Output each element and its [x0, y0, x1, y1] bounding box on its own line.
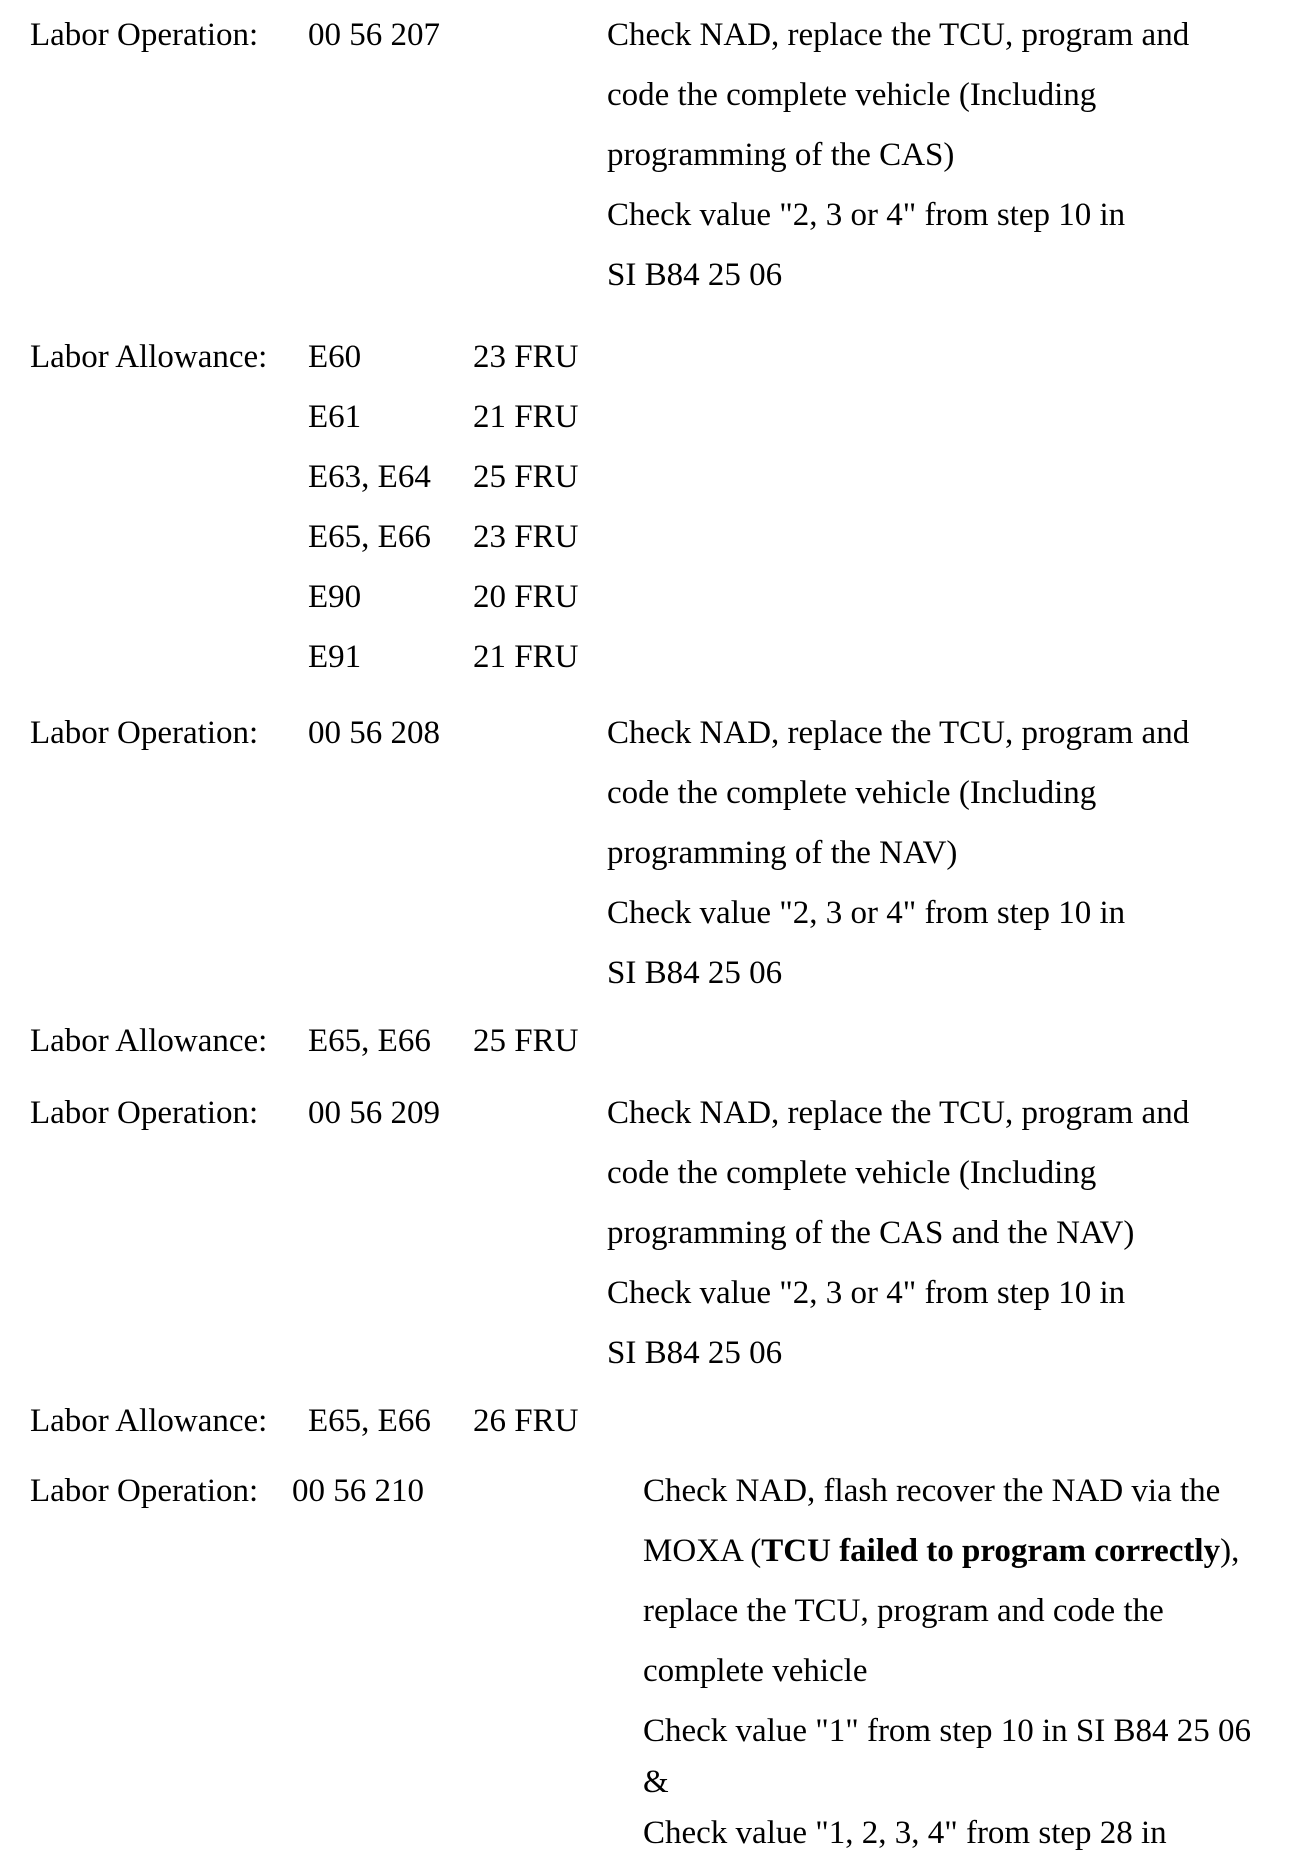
labor-allowance-table-207: [30, 327, 1312, 687]
allowance-fru: 25 FRU: [473, 1023, 579, 1059]
allowance-row: [308, 387, 578, 447]
labor-operation-description: [607, 703, 1189, 1003]
description-line: [643, 1521, 1251, 1581]
description-text: MOXA (: [643, 1533, 762, 1569]
description-line: complete vehicle: [643, 1653, 868, 1689]
labor-allowance-row-208: [30, 1011, 1312, 1071]
description-line: SI B84 25 06: [607, 257, 783, 293]
ampersand-line: &: [643, 1764, 669, 1800]
allowance-fru: 23 FRU: [473, 519, 579, 555]
description-line: Check value "1, 2, 3, 4" from step 28 in: [643, 1815, 1167, 1851]
description-line: code the complete vehicle (Including: [607, 775, 1097, 811]
description-line: code the complete vehicle (Including: [607, 1155, 1097, 1191]
description-line: programming of the CAS): [607, 137, 955, 173]
labor-operation-section-210: [30, 1461, 1312, 1863]
description-line: Check value "2, 3 or 4" from step 10 in: [607, 1275, 1126, 1311]
allowance-model: E65, E66: [308, 1403, 431, 1439]
allowance-fru: 26 FRU: [473, 1403, 579, 1439]
description-line: SI B84 25 06: [607, 1335, 783, 1371]
labor-operation-section-208: [30, 703, 1312, 1003]
description-line: Check NAD, flash recover the NAD via the: [643, 1473, 1221, 1509]
allowance-model: E65, E66: [308, 1023, 431, 1059]
allowance-row: [308, 627, 578, 687]
allowance-fru: 23 FRU: [473, 339, 579, 375]
description-line: Check NAD, replace the TCU, program and: [607, 17, 1190, 53]
description-line: Check NAD, replace the TCU, program and: [607, 1095, 1190, 1131]
description-text: ),: [1220, 1533, 1240, 1569]
labor-allowance-label: Labor Allowance:: [30, 339, 268, 375]
allowance-model: E90: [308, 579, 362, 615]
description-line: code the complete vehicle (Including: [607, 77, 1097, 113]
description-line: Check NAD, replace the TCU, program and: [607, 715, 1190, 751]
allowance-row: [308, 327, 578, 387]
allowance-model: E60: [308, 339, 362, 375]
description-line: replace the TCU, program and code the: [643, 1593, 1164, 1629]
allowance-model: E61: [308, 399, 362, 435]
labor-operation-description: [607, 1083, 1189, 1383]
description-line: Check value "2, 3 or 4" from step 10 in: [607, 197, 1126, 233]
labor-allowance-label: Labor Allowance:: [30, 1023, 268, 1059]
labor-operation-section-209: [30, 1083, 1312, 1383]
labor-operation-code: 00 56 209: [308, 1095, 440, 1131]
labor-allowance-row-209: [30, 1391, 1312, 1451]
allowance-fru: 21 FRU: [473, 639, 579, 675]
description-line: programming of the CAS and the NAV): [607, 1215, 1135, 1251]
allowance-row: [308, 567, 578, 627]
allowance-model: E63, E64: [308, 459, 431, 495]
allowance-fru: 25 FRU: [473, 459, 579, 495]
labor-operation-code: 00 56 210: [292, 1473, 424, 1509]
labor-operation-code: 00 56 207: [308, 17, 440, 53]
labor-operation-section-207: [30, 5, 1312, 305]
allowance-row: [308, 507, 578, 567]
allowance-model: E91: [308, 639, 362, 675]
labor-operation-description: [643, 1461, 1251, 1863]
labor-operation-label: Labor Operation:: [30, 1095, 259, 1131]
bold-emphasis-text: TCU failed to program correctly: [761, 1533, 1221, 1569]
labor-operation-code: 00 56 208: [308, 715, 440, 751]
allowance-model: E65, E66: [308, 519, 431, 555]
allowance-row: [308, 447, 578, 507]
labor-allowance-rows: [308, 327, 578, 687]
description-line: SI B84 25 06: [607, 955, 783, 991]
description-line: programming of the NAV): [607, 835, 958, 871]
description-line: Check value "1" from step 10 in SI B84 25 06: [643, 1713, 1252, 1749]
labor-operation-label: Labor Operation:: [30, 1473, 259, 1509]
allowance-fru: 20 FRU: [473, 579, 579, 615]
labor-operation-label: Labor Operation:: [30, 715, 259, 751]
description-line: Check value "2, 3 or 4" from step 10 in: [607, 895, 1126, 931]
allowance-fru: 21 FRU: [473, 399, 579, 435]
labor-operation-label: Labor Operation:: [30, 17, 259, 53]
labor-allowance-label: Labor Allowance:: [30, 1403, 268, 1439]
labor-operation-description: [607, 5, 1189, 305]
